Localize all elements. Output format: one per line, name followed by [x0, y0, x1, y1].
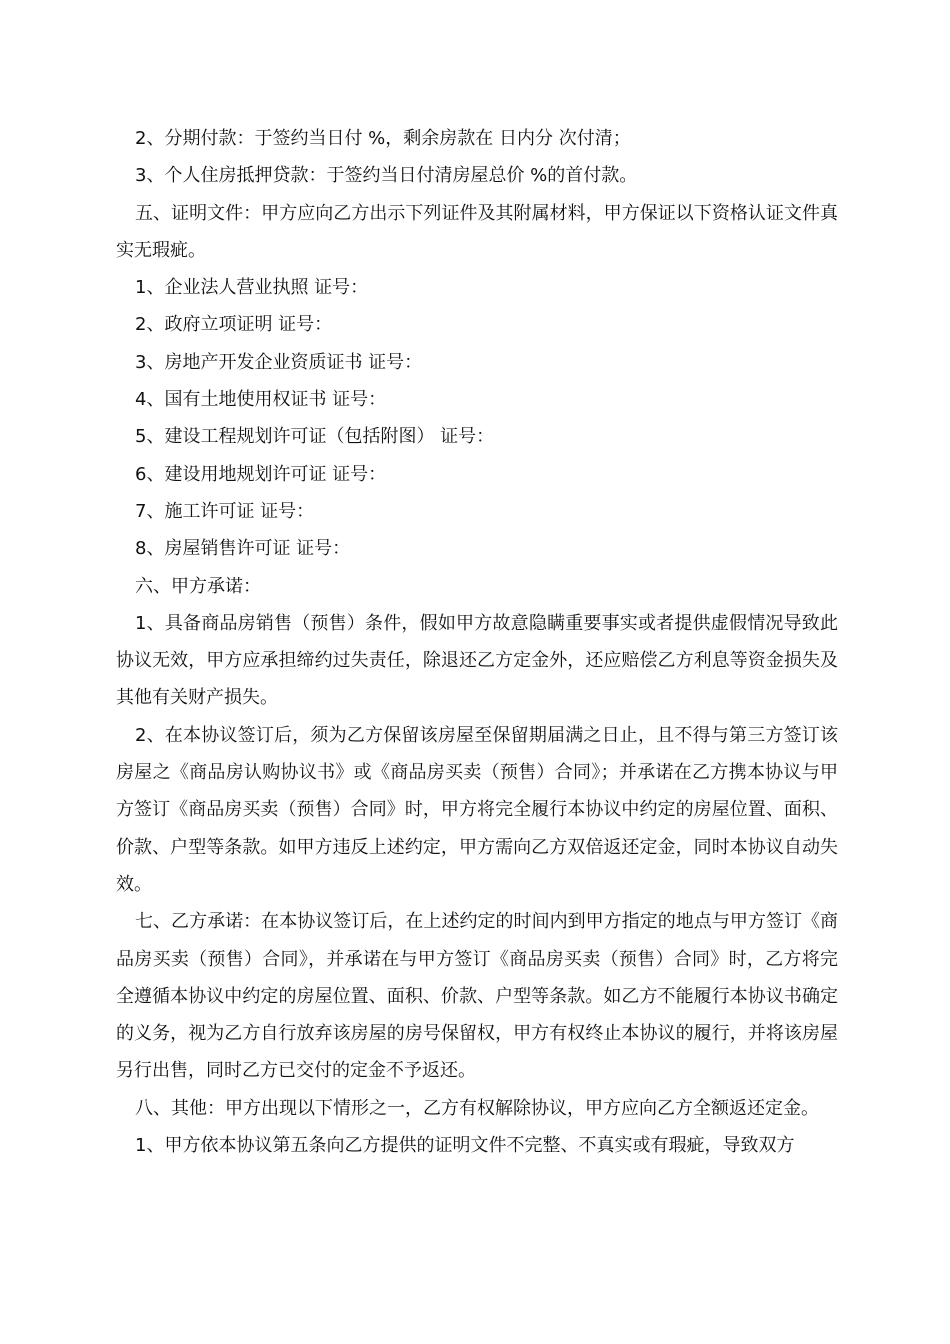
section-8-other: 八、其他：甲方出现以下情形之一，乙方有权解除协议，甲方应向乙方全额返还定金。: [135, 1097, 819, 1119]
certificate-construction-permit: 7、施工许可证 证号：: [135, 500, 315, 522]
certificate-land-planning: 6、建设用地规划许可证 证号：: [135, 463, 387, 485]
party-a-promise-2: 2、在本协议签订后，须为乙方保留该房屋至保留期届满之日止，且不得与第三方签订该房屋之《商品房认购协议书》或《商品房买卖（预售）合同》；并承诺在乙方携本协议与甲方签订《商品房买卖（预售）合同》时，甲方将完全履行本协议中约定的房屋位置、面积、价款、户型等条款。如甲方违反上述约定，甲方需向乙方双倍返还定金，同时本协议自动失效。: [116, 724, 838, 895]
certificate-project-approval: 2、政府立项证明 证号：: [135, 314, 333, 336]
certificate-land-use-right: 4、国有土地使用权证书 证号：: [135, 389, 387, 411]
section-5-certificates: 五、证明文件：甲方应向乙方出示下列证件及其附属材料，甲方保证以下资格认证文件真实无瑕疵。: [116, 202, 838, 261]
certificate-sales-permit: 8、房屋销售许可证 证号：: [135, 538, 351, 560]
section-7-party-b-promise: 七、乙方承诺：在本协议签订后，在上述约定的时间内到甲方指定的地点与甲方签订《商品房买卖（预售）合同》，并承诺在与甲方签订《商品房买卖（预售）合同》时，乙方将完全遵循本协议中约定的房屋位置、面积、价款、户型等条款。如乙方不能履行本协议书确定的义务，视为乙方自行放弃该房屋的房号保留权，甲方有权终止本协议的履行，并将该房屋另行出售，同时乙方已交付的定金不予返还。: [116, 911, 838, 1082]
clause-installment-payment: 2、分期付款：于签约当日付 %，剩余房款在 日内分 次付清；: [135, 128, 631, 149]
certificate-developer-qualification: 3、房地产开发企业资质证书 证号：: [135, 351, 423, 373]
section-8-item-1: 1、甲方依本协议第五条向乙方提供的证明文件不完整、不真实或有瑕疵，导致双方: [135, 1135, 795, 1157]
certificate-business-license: 1、企业法人营业执照 证号：: [135, 277, 369, 299]
party-a-promise-1: 1、具备商品房销售（预售）条件，假如甲方故意隐瞒重要事实或者提供虚假情况导致此协议无效，甲方应承担缔约过失责任，除退还乙方定金外，还应赔偿乙方利息等资金损失及其他有关财产损失。: [116, 612, 838, 709]
certificate-construction-planning: 5、建设工程规划许可证（包括附图） 证号：: [135, 426, 495, 448]
section-6-heading: 六、甲方承诺：: [135, 575, 261, 597]
clause-mortgage-loan: 3、个人住房抵押贷款：于签约当日付清房屋总价 %的首付款。: [135, 165, 638, 187]
document-page: [116, 120, 838, 1164]
